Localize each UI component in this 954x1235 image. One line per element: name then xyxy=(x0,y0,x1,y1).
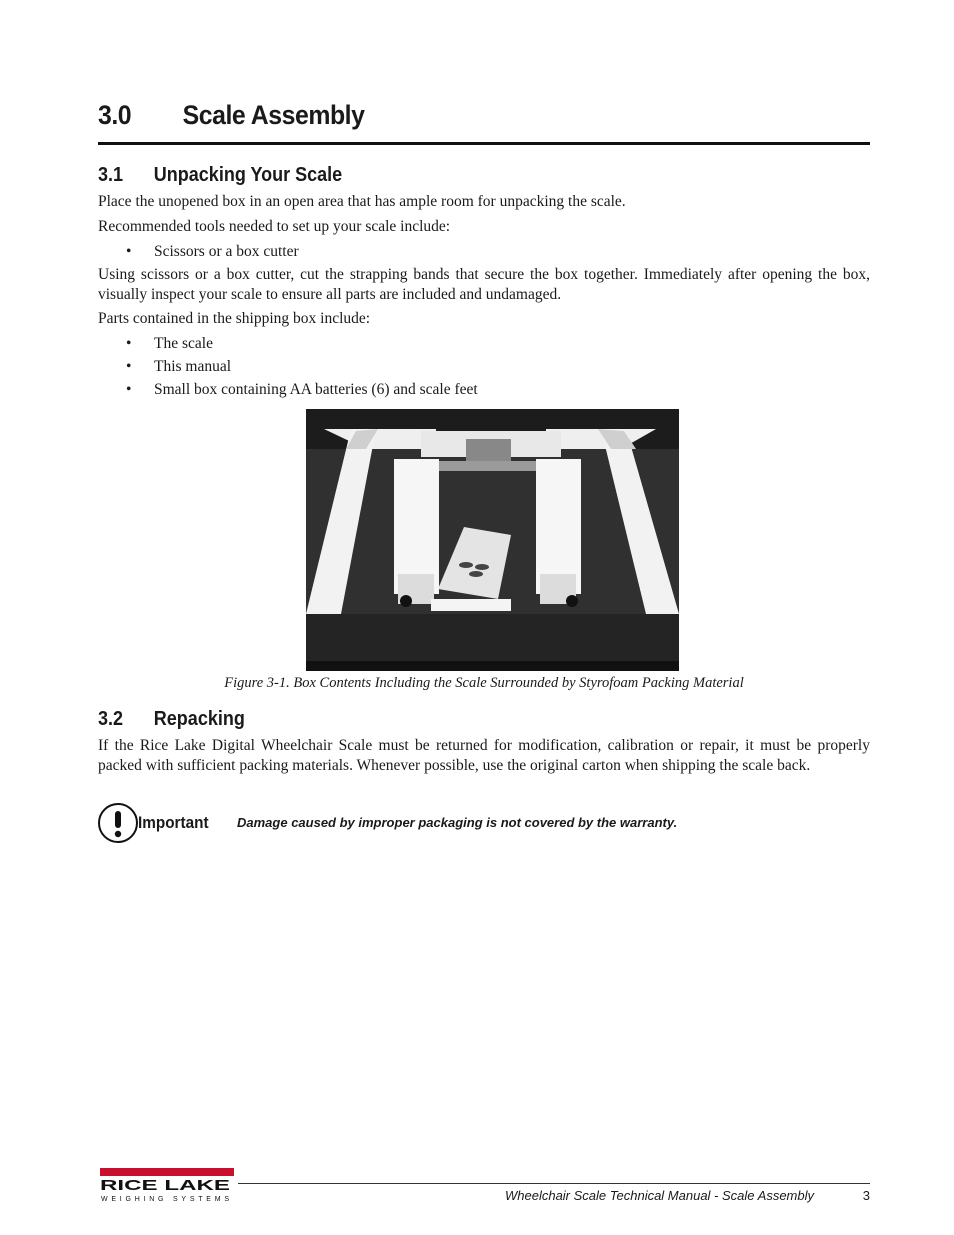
bullet-marker: • xyxy=(126,243,132,260)
list-item xyxy=(126,242,299,261)
exclamation-icon xyxy=(98,803,138,843)
list-item-text: Scissors or a box cutter xyxy=(154,243,299,260)
bullet-marker: • xyxy=(126,381,132,398)
bullet-marker: • xyxy=(126,335,132,352)
list-item xyxy=(126,334,213,353)
chapter-title: Scale Assembly xyxy=(182,100,365,130)
footer-title: Wheelchair Scale Technical Manual - Scale Assembly xyxy=(504,1188,814,1203)
section-number: 3.2 xyxy=(98,708,124,730)
figure-caption: Figure 3-1. Box Contents Including the Scale Surrounded by Styrofoam Packing Material xyxy=(224,675,744,691)
chapter-number: 3.0 xyxy=(98,100,132,130)
bullet-marker: • xyxy=(126,358,132,375)
paragraph: Using scissors or a box cutter, cut the strapping bands that secure the box together. Immediately after opening the box, visually inspect your scale to ensure all parts are included and undamaged. xyxy=(98,266,870,303)
svg-text:RICE LAKE: RICE LAKE xyxy=(100,1177,230,1194)
important-note xyxy=(98,803,870,845)
page-number: 3 xyxy=(862,1188,870,1203)
list-item xyxy=(126,357,231,376)
footer-rule xyxy=(238,1183,870,1184)
svg-text:WEIGHING SYSTEMS: WEIGHING SYSTEMS xyxy=(101,1196,229,1203)
box-contents-photo xyxy=(306,409,679,671)
list-item-text: This manual xyxy=(154,358,232,375)
chapter-heading xyxy=(98,100,808,131)
list-item-text: Small box containing AA batteries (6) and scale feet xyxy=(154,381,478,398)
important-label: Important xyxy=(138,813,209,832)
paragraph: Parts contained in the shipping box include: xyxy=(98,310,371,327)
section-heading-unpacking xyxy=(98,164,342,187)
chapter-rule xyxy=(98,142,870,145)
paragraph: Recommended tools needed to set up your scale include: xyxy=(98,218,451,235)
section-number: 3.1 xyxy=(98,164,124,186)
list-item-text: The scale xyxy=(154,335,213,352)
list-item xyxy=(126,380,478,399)
important-text: Damage caused by improper packaging is not covered by the warranty. xyxy=(237,815,678,830)
paragraph: Place the unopened box in an open area that has ample room for unpacking the scale. xyxy=(98,193,626,210)
section-title: Repacking xyxy=(153,708,245,730)
section-heading-repacking xyxy=(98,708,245,731)
paragraph: If the Rice Lake Digital Wheelchair Scale must be returned for modification, calibration or repair, it must be properly packed with sufficient packing materials. Whenever possible, use the original carton when shipping the scale back. xyxy=(98,737,870,774)
section-title: Unpacking Your Scale xyxy=(153,164,343,186)
rice-lake-logo xyxy=(100,1168,234,1204)
